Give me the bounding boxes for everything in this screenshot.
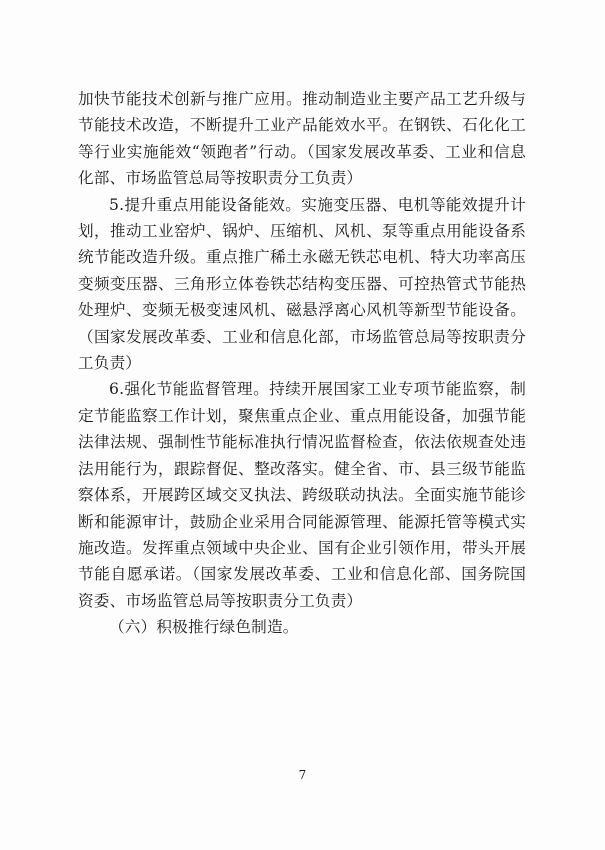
page-number: 7 [298, 768, 307, 782]
section-subheading-green-manufacturing: （六）积极推行绿色制造。 [109, 618, 299, 637]
paragraph-key-equipment-efficiency: 5.提升重点用能设备能效。实施变压器、电机等能效提升计划，推动工业窑炉、锅炉、压缩机、风机、泵等重点用能设备系统节能改造升级。重点推广稀土永磁无铁芯电机、特大功率高压变频变压器、三角形立体卷铁芯结构变压器、可控热管式节能热处理炉、变频无极变速风机、磁悬浮离心风机等新型节能设备。（国家发展改革委、工业和信息化部，市场监管总局等按职责分工负责） [78, 195, 526, 373]
paragraph-industrial-energy-efficiency: 加快节能技术创新与推广应用。推动制造业主要产品工艺升级与节能技术改造，不断提升工业产品能效水平。在钢铁、石化化工等行业实施能效“领跑者”行动。（国家发展改革委、工业和信息化部、市场监管总局等按职责分工负责） [78, 90, 526, 188]
paragraph-energy-supervision: 6.强化节能监督管理。持续开展国家工业专项节能监察，制定节能监察工作计划，聚焦重点企业、重点用能设备，加强节能法律法规、强制性节能标准执行情况监督检查，依法依规查处违法用能行为，跟踪督促、整改落实。健全省、市、县三级节能监察体系，开展跨区域交叉执法、跨级联动执法。全面实施节能诊断和能源审计，鼓励企业采用合同能源管理、能源托管等模式实施改造。发挥重点领域中央企业、国有企业引领作用，带头开展节能自愿承诺。（国家发展改革委、工业和信息化部、国务院国资委、市场监管总局等按职责分工负责） [78, 380, 526, 610]
document-body [78, 86, 526, 641]
